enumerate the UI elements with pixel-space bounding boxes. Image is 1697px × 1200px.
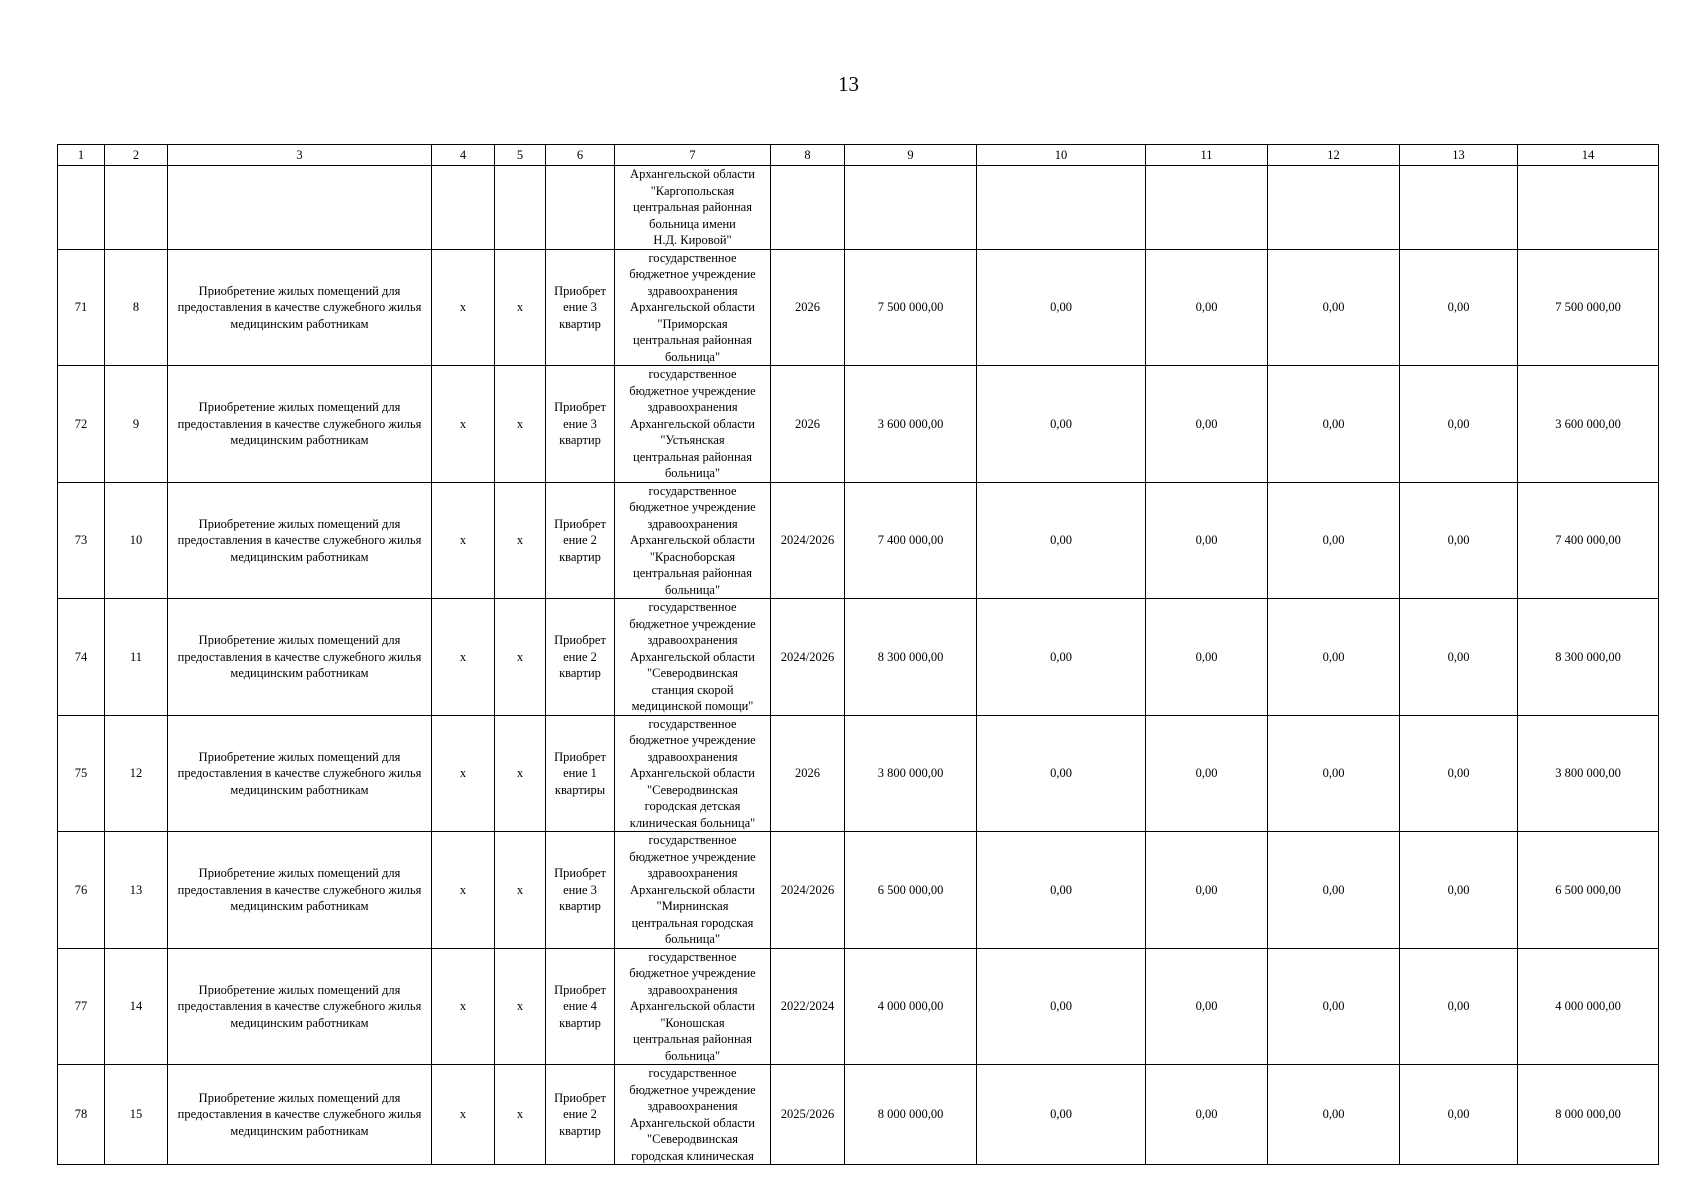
column-5-cell: х	[495, 948, 546, 1065]
action-cell: Приобрет ение 4 квартир	[546, 948, 615, 1065]
amount-cell: 0,00	[1146, 249, 1268, 366]
year-cell: 2024/2026	[771, 832, 845, 949]
column-5-cell: х	[495, 366, 546, 483]
description-cell: Приобретение жилых помещений для предоставления в качестве служебного жилья медицинским работникам	[168, 715, 432, 832]
continuation-row	[58, 166, 1659, 250]
row-number: 72	[58, 366, 105, 483]
column-4-cell: х	[432, 832, 495, 949]
column-5-cell: х	[495, 599, 546, 716]
row-number: 71	[58, 249, 105, 366]
sub-number: 9	[105, 366, 168, 483]
amount-cell: 6 500 000,00	[1518, 832, 1659, 949]
table-row	[58, 366, 1659, 483]
year-cell: 2026	[771, 715, 845, 832]
column-number: 5	[495, 145, 546, 166]
amount-cell: 0,00	[977, 715, 1146, 832]
year-cell: 2025/2026	[771, 1065, 845, 1165]
table-row	[58, 599, 1659, 716]
amount-cell: 0,00	[977, 249, 1146, 366]
year-cell: 2022/2024	[771, 948, 845, 1065]
sub-number: 12	[105, 715, 168, 832]
action-cell: Приобрет ение 3 квартир	[546, 366, 615, 483]
amount-total-cell: 3 600 000,00	[845, 366, 977, 483]
amount-cell: 0,00	[1268, 366, 1400, 483]
amount-total-cell: 4 000 000,00	[845, 948, 977, 1065]
amount-cell: 7 400 000,00	[1518, 482, 1659, 599]
amount-cell: 0,00	[1146, 715, 1268, 832]
organization-cell: государственное бюджетное учреждение здравоохранения Архангельской области "Коношская центральная районная больница"	[615, 948, 771, 1065]
action-cell: Приобрет ение 1 квартиры	[546, 715, 615, 832]
description-cell: Приобретение жилых помещений для предоставления в качестве служебного жилья медицинским работникам	[168, 832, 432, 949]
amount-cell: 0,00	[1400, 715, 1518, 832]
sub-number: 10	[105, 482, 168, 599]
organization-cell: Архангельской области "Каргопольская центральная районная больница имени Н.Д. Кировой"	[615, 166, 771, 250]
amount-cell: 0,00	[977, 482, 1146, 599]
amount-cell: 0,00	[1268, 249, 1400, 366]
row-number: 75	[58, 715, 105, 832]
description-cell: Приобретение жилых помещений для предоставления в качестве служебного жилья медицинским работникам	[168, 599, 432, 716]
organization-cell: государственное бюджетное учреждение здравоохранения Архангельской области "Северодвинская станция скорой медицинской помощи"	[615, 599, 771, 716]
column-number: 9	[845, 145, 977, 166]
amount-cell: 0,00	[1146, 832, 1268, 949]
amount-cell: 0,00	[1268, 715, 1400, 832]
column-4-cell: х	[432, 599, 495, 716]
organization-cell: государственное бюджетное учреждение здравоохранения Архангельской области "Северодвинская городская детская клиническая больница"	[615, 715, 771, 832]
amount-cell: 0,00	[1400, 599, 1518, 716]
amount-total-cell: 6 500 000,00	[845, 832, 977, 949]
column-4-cell: х	[432, 948, 495, 1065]
column-4-cell: х	[432, 249, 495, 366]
amount-total-cell: 8 000 000,00	[845, 1065, 977, 1165]
table-row	[58, 832, 1659, 949]
row-number: 76	[58, 832, 105, 949]
amount-cell: 0,00	[1400, 482, 1518, 599]
amount-cell: 3 600 000,00	[1518, 366, 1659, 483]
table-row	[58, 715, 1659, 832]
amount-cell: 7 500 000,00	[1518, 249, 1659, 366]
organization-cell: государственное бюджетное учреждение здравоохранения Архангельской области "Северодвинская городская клиническая	[615, 1065, 771, 1165]
amount-cell: 0,00	[1146, 948, 1268, 1065]
description-cell: Приобретение жилых помещений для предоставления в качестве служебного жилья медицинским работникам	[168, 482, 432, 599]
column-5-cell: х	[495, 249, 546, 366]
organization-cell: государственное бюджетное учреждение здравоохранения Архангельской области "Красноборская центральная районная больница"	[615, 482, 771, 599]
description-cell: Приобретение жилых помещений для предоставления в качестве служебного жилья медицинским работникам	[168, 366, 432, 483]
column-4-cell: х	[432, 366, 495, 483]
year-cell: 2024/2026	[771, 482, 845, 599]
amount-cell: 0,00	[977, 832, 1146, 949]
organization-cell: государственное бюджетное учреждение здравоохранения Архангельской области "Мирнинская центральная городская больница"	[615, 832, 771, 949]
action-cell: Приобрет ение 2 квартир	[546, 482, 615, 599]
table-row	[58, 1065, 1659, 1165]
amount-total-cell: 3 800 000,00	[845, 715, 977, 832]
amount-cell: 0,00	[1146, 482, 1268, 599]
sub-number: 14	[105, 948, 168, 1065]
column-5-cell: х	[495, 482, 546, 599]
column-number: 12	[1268, 145, 1400, 166]
description-cell: Приобретение жилых помещений для предоставления в качестве служебного жилья медицинским работникам	[168, 948, 432, 1065]
column-number: 6	[546, 145, 615, 166]
description-cell: Приобретение жилых помещений для предоставления в качестве служебного жилья медицинским работникам	[168, 1065, 432, 1165]
column-number: 3	[168, 145, 432, 166]
column-number: 7	[615, 145, 771, 166]
table-row	[58, 948, 1659, 1065]
column-number: 10	[977, 145, 1146, 166]
year-cell: 2026	[771, 249, 845, 366]
amount-total-cell: 8 300 000,00	[845, 599, 977, 716]
amount-cell: 0,00	[1268, 599, 1400, 716]
column-number-header-row	[58, 145, 1659, 166]
column-number: 1	[58, 145, 105, 166]
amount-cell: 0,00	[1146, 599, 1268, 716]
column-5-cell: х	[495, 715, 546, 832]
amount-cell: 0,00	[1268, 482, 1400, 599]
column-5-cell: х	[495, 832, 546, 949]
amount-cell: 0,00	[1400, 1065, 1518, 1165]
column-number: 14	[1518, 145, 1659, 166]
action-cell: Приобрет ение 2 квартир	[546, 599, 615, 716]
year-cell: 2024/2026	[771, 599, 845, 716]
data-table	[57, 144, 1659, 1165]
sub-number: 15	[105, 1065, 168, 1165]
action-cell: Приобрет ение 3 квартир	[546, 832, 615, 949]
table-row	[58, 249, 1659, 366]
action-cell: Приобрет ение 3 квартир	[546, 249, 615, 366]
organization-cell: государственное бюджетное учреждение здравоохранения Архангельской области "Устьянская центральная районная больница"	[615, 366, 771, 483]
row-number: 78	[58, 1065, 105, 1165]
column-5-cell: х	[495, 1065, 546, 1165]
row-number: 73	[58, 482, 105, 599]
column-number: 4	[432, 145, 495, 166]
amount-cell: 0,00	[1268, 948, 1400, 1065]
amount-cell: 0,00	[1146, 1065, 1268, 1165]
sub-number: 13	[105, 832, 168, 949]
sub-number: 8	[105, 249, 168, 366]
amount-cell: 0,00	[1146, 366, 1268, 483]
amount-cell: 0,00	[977, 366, 1146, 483]
amount-cell: 0,00	[1268, 832, 1400, 949]
column-number: 8	[771, 145, 845, 166]
organization-cell: государственное бюджетное учреждение здравоохранения Архангельской области "Приморская центральная районная больница"	[615, 249, 771, 366]
amount-cell: 0,00	[977, 599, 1146, 716]
column-number: 13	[1400, 145, 1518, 166]
column-4-cell: х	[432, 1065, 495, 1165]
action-cell: Приобрет ение 2 квартир	[546, 1065, 615, 1165]
column-number: 2	[105, 145, 168, 166]
amount-cell: 0,00	[1400, 249, 1518, 366]
amount-cell: 0,00	[1400, 948, 1518, 1065]
sub-number: 11	[105, 599, 168, 716]
amount-total-cell: 7 400 000,00	[845, 482, 977, 599]
column-4-cell: х	[432, 482, 495, 599]
amount-cell: 0,00	[1400, 832, 1518, 949]
description-cell: Приобретение жилых помещений для предоставления в качестве служебного жилья медицинским работникам	[168, 249, 432, 366]
column-number: 11	[1146, 145, 1268, 166]
year-cell: 2026	[771, 366, 845, 483]
amount-cell: 0,00	[1268, 1065, 1400, 1165]
column-4-cell: х	[432, 715, 495, 832]
row-number: 74	[58, 599, 105, 716]
table-row	[58, 482, 1659, 599]
amount-cell: 4 000 000,00	[1518, 948, 1659, 1065]
amount-cell: 3 800 000,00	[1518, 715, 1659, 832]
amount-cell: 0,00	[977, 948, 1146, 1065]
amount-cell: 0,00	[977, 1065, 1146, 1165]
amount-total-cell: 7 500 000,00	[845, 249, 977, 366]
row-number: 77	[58, 948, 105, 1065]
amount-cell: 8 300 000,00	[1518, 599, 1659, 716]
page-number: 13	[838, 72, 859, 96]
amount-cell: 8 000 000,00	[1518, 1065, 1659, 1165]
amount-cell: 0,00	[1400, 366, 1518, 483]
